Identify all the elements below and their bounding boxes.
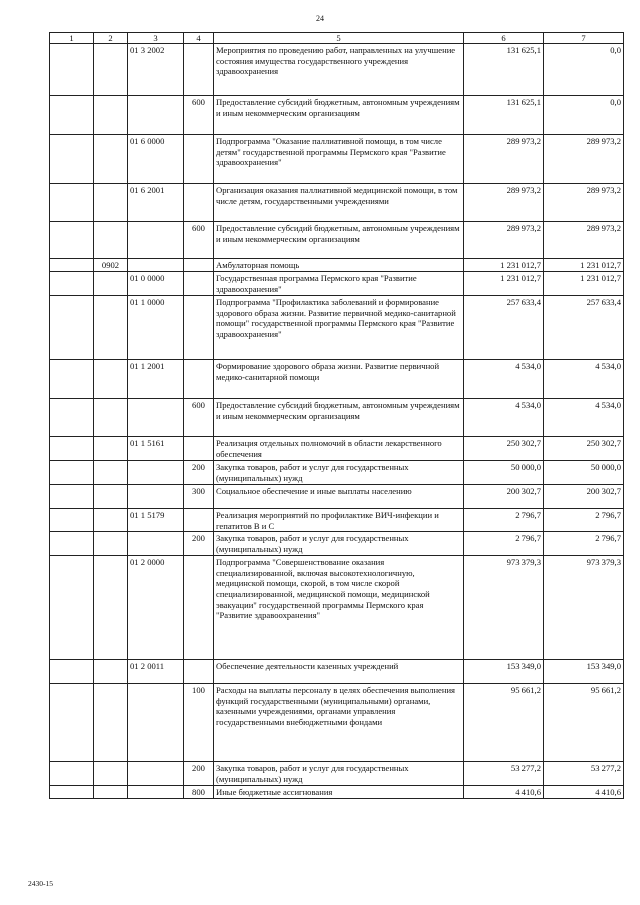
table-row	[50, 135, 624, 184]
table-cell-c1	[50, 96, 94, 135]
table-cell-c3: 01 6 2001	[128, 184, 184, 222]
table-cell-c1	[50, 272, 94, 296]
col-header: 7	[544, 33, 624, 44]
table-cell-c7: 4 534,0	[544, 360, 624, 399]
table-cell-c6: 973 379,3	[464, 556, 544, 660]
table-row	[50, 437, 624, 461]
table-cell-c6: 1 231 012,7	[464, 272, 544, 296]
table-row	[50, 556, 624, 660]
table-cell-c1	[50, 222, 94, 259]
table-cell-c6: 4 534,0	[464, 360, 544, 399]
table-cell-c6: 289 973,2	[464, 222, 544, 259]
table-cell-c3	[128, 461, 184, 485]
table-cell-c7: 2 796,7	[544, 532, 624, 556]
table-cell-c1	[50, 135, 94, 184]
table-cell-c6: 2 796,7	[464, 509, 544, 532]
table-cell-c3	[128, 532, 184, 556]
table-row	[50, 762, 624, 786]
table-cell-c5: Реализация отдельных полномочий в области лекарственного обеспечения	[214, 437, 464, 461]
table-row	[50, 222, 624, 259]
table-row	[50, 96, 624, 135]
table-cell-c7: 4 410,6	[544, 786, 624, 799]
table-cell-c3	[128, 786, 184, 799]
table-cell-c5: Социальное обеспечение и иные выплаты населению	[214, 485, 464, 509]
table-cell-c3: 01 0 0000	[128, 272, 184, 296]
table-cell-c2	[94, 184, 128, 222]
table-cell-c7: 289 973,2	[544, 184, 624, 222]
table-cell-c4	[184, 360, 214, 399]
table-cell-c4: 100	[184, 684, 214, 762]
table-cell-c7: 289 973,2	[544, 135, 624, 184]
table-cell-c7: 4 534,0	[544, 399, 624, 437]
col-header: 2	[94, 33, 128, 44]
table-cell-c3: 01 1 2001	[128, 360, 184, 399]
table-cell-c6: 289 973,2	[464, 135, 544, 184]
table-cell-c2	[94, 509, 128, 532]
table-cell-c2	[94, 660, 128, 684]
table-header-row	[50, 33, 624, 44]
table-cell-c6: 1 231 012,7	[464, 259, 544, 272]
table-cell-c4	[184, 509, 214, 532]
table-cell-c5: Подпрограмма "Оказание паллиативной помощи, в том числе детям" государственной программы Пермского края "Развитие здравоохранения"	[214, 135, 464, 184]
table-cell-c2	[94, 437, 128, 461]
table-cell-c4	[184, 135, 214, 184]
table-cell-c1	[50, 684, 94, 762]
table-cell-c4	[184, 556, 214, 660]
table-row	[50, 296, 624, 360]
table-cell-c7: 50 000,0	[544, 461, 624, 485]
col-header: 3	[128, 33, 184, 44]
table-cell-c2	[94, 222, 128, 259]
table-cell-c7: 0,0	[544, 96, 624, 135]
table-cell-c6: 4 410,6	[464, 786, 544, 799]
table-cell-c5: Закупка товаров, работ и услуг для государственных (муниципальных) нужд	[214, 762, 464, 786]
table-cell-c2	[94, 786, 128, 799]
table-cell-c3	[128, 399, 184, 437]
table-cell-c1	[50, 532, 94, 556]
table-cell-c3	[128, 485, 184, 509]
table-cell-c4	[184, 184, 214, 222]
table-cell-c3: 01 1 5161	[128, 437, 184, 461]
table-cell-c5: Реализация мероприятий по профилактике ВИЧ-инфекции и гепатитов В и С	[214, 509, 464, 532]
table-cell-c5: Закупка товаров, работ и услуг для государственных (муниципальных) нужд	[214, 532, 464, 556]
table-cell-c2	[94, 360, 128, 399]
table-row	[50, 786, 624, 799]
table-cell-c6: 131 625,1	[464, 44, 544, 96]
table-cell-c1	[50, 184, 94, 222]
table-cell-c7: 1 231 012,7	[544, 259, 624, 272]
table-cell-c1	[50, 762, 94, 786]
table-row	[50, 259, 624, 272]
table-cell-c7: 289 973,2	[544, 222, 624, 259]
table-cell-c1	[50, 509, 94, 532]
table-cell-c6: 50 000,0	[464, 461, 544, 485]
table-cell-c3: 01 2 0000	[128, 556, 184, 660]
table-row	[50, 461, 624, 485]
table-cell-c4: 600	[184, 222, 214, 259]
col-header: 6	[464, 33, 544, 44]
table-cell-c5: Предоставление субсидий бюджетным, автономным учреждениям и иным некоммерческим организациям	[214, 222, 464, 259]
table-row	[50, 184, 624, 222]
table-cell-c1	[50, 296, 94, 360]
table-cell-c1	[50, 259, 94, 272]
table-cell-c5: Иные бюджетные ассигнования	[214, 786, 464, 799]
table-cell-c2	[94, 44, 128, 96]
budget-table	[49, 32, 624, 799]
table-row	[50, 272, 624, 296]
table-cell-c5: Предоставление субсидий бюджетным, автономным учреждениям и иным некоммерческим организациям	[214, 399, 464, 437]
table-cell-c7: 2 796,7	[544, 509, 624, 532]
col-header: 1	[50, 33, 94, 44]
table-cell-c4	[184, 437, 214, 461]
col-header: 5	[214, 33, 464, 44]
table-cell-c2	[94, 272, 128, 296]
table-cell-c7: 973 379,3	[544, 556, 624, 660]
table-cell-c3	[128, 96, 184, 135]
table-cell-c5: Формирование здорового образа жизни. Развитие первичной медико-санитарной помощи	[214, 360, 464, 399]
table-cell-c3	[128, 684, 184, 762]
table-cell-c6: 289 973,2	[464, 184, 544, 222]
table-cell-c2	[94, 485, 128, 509]
table-cell-c4: 200	[184, 762, 214, 786]
table-cell-c2	[94, 135, 128, 184]
document-code: 2430-15	[28, 879, 53, 888]
table-cell-c5: Организация оказания паллиативной медицинской помощи, в том числе детям, государственными учреждениями	[214, 184, 464, 222]
table-row	[50, 532, 624, 556]
table-cell-c5: Мероприятия по проведению работ, направленных на улучшение состояния имущества государственного учреждения здравоохранения	[214, 44, 464, 96]
table-cell-c7: 0,0	[544, 44, 624, 96]
table-cell-c5: Предоставление субсидий бюджетным, автономным учреждениям и иным некоммерческим организациям	[214, 96, 464, 135]
table-cell-c3: 01 1 0000	[128, 296, 184, 360]
table-cell-c1	[50, 360, 94, 399]
table-row	[50, 660, 624, 684]
table-cell-c6: 4 534,0	[464, 399, 544, 437]
table-cell-c6: 200 302,7	[464, 485, 544, 509]
table-cell-c6: 53 277,2	[464, 762, 544, 786]
table-cell-c4	[184, 259, 214, 272]
table-cell-c2	[94, 556, 128, 660]
table-cell-c3	[128, 259, 184, 272]
table-cell-c3	[128, 762, 184, 786]
table-cell-c1	[50, 44, 94, 96]
table-cell-c1	[50, 556, 94, 660]
table-cell-c7: 1 231 012,7	[544, 272, 624, 296]
table-row	[50, 509, 624, 532]
table-cell-c2	[94, 96, 128, 135]
table-cell-c4	[184, 44, 214, 96]
table-cell-c6: 250 302,7	[464, 437, 544, 461]
table-cell-c7: 200 302,7	[544, 485, 624, 509]
table-cell-c4: 800	[184, 786, 214, 799]
table-cell-c7: 53 277,2	[544, 762, 624, 786]
table-cell-c4	[184, 660, 214, 684]
table-cell-c7: 257 633,4	[544, 296, 624, 360]
table-cell-c2	[94, 461, 128, 485]
table-cell-c4: 600	[184, 399, 214, 437]
table-cell-c3	[128, 222, 184, 259]
table-cell-c5: Подпрограмма "Совершенствование оказания специализированной, включая высокотехнологичную, медицинской помощи, скорой, в том числе скорой специализированной, медицинской помощи, медицинской эвакуации" государственной программы Пермского края "Развитие здравоохранения"	[214, 556, 464, 660]
table-row	[50, 44, 624, 96]
table-cell-c4	[184, 272, 214, 296]
table-cell-c5: Государственная программа Пермского края "Развитие здравоохранения"	[214, 272, 464, 296]
table-cell-c3: 01 2 0011	[128, 660, 184, 684]
table-cell-c2	[94, 296, 128, 360]
table-cell-c2	[94, 532, 128, 556]
table-cell-c1	[50, 461, 94, 485]
table-cell-c6: 153 349,0	[464, 660, 544, 684]
table-cell-c4: 200	[184, 461, 214, 485]
table-cell-c3: 01 3 2002	[128, 44, 184, 96]
table-cell-c4: 200	[184, 532, 214, 556]
table-cell-c5: Расходы на выплаты персоналу в целях обеспечения выполнения функций государственными (муниципальными) органами, казенными учреждениями, органами управления государственными внебюджетными фондами	[214, 684, 464, 762]
table-cell-c1	[50, 660, 94, 684]
table-cell-c1	[50, 399, 94, 437]
table-cell-c4: 300	[184, 485, 214, 509]
table-row	[50, 399, 624, 437]
table-cell-c1	[50, 786, 94, 799]
table-cell-c2	[94, 762, 128, 786]
col-header: 4	[184, 33, 214, 44]
table-cell-c6: 131 625,1	[464, 96, 544, 135]
table-cell-c6: 2 796,7	[464, 532, 544, 556]
page-number: 24	[316, 14, 324, 23]
table-cell-c2: 0902	[94, 259, 128, 272]
table-row	[50, 684, 624, 762]
table-cell-c2	[94, 684, 128, 762]
table-cell-c4	[184, 296, 214, 360]
table-cell-c2	[94, 399, 128, 437]
table-cell-c6: 95 661,2	[464, 684, 544, 762]
table-cell-c4: 600	[184, 96, 214, 135]
table-row	[50, 360, 624, 399]
table-cell-c5: Закупка товаров, работ и услуг для государственных (муниципальных) нужд	[214, 461, 464, 485]
table-cell-c1	[50, 437, 94, 461]
table-row	[50, 485, 624, 509]
table-cell-c7: 95 661,2	[544, 684, 624, 762]
table-cell-c3: 01 1 5179	[128, 509, 184, 532]
table-cell-c5: Обеспечение деятельности казенных учреждений	[214, 660, 464, 684]
table-cell-c3: 01 6 0000	[128, 135, 184, 184]
table-cell-c7: 250 302,7	[544, 437, 624, 461]
table-cell-c6: 257 633,4	[464, 296, 544, 360]
table-cell-c1	[50, 485, 94, 509]
table-cell-c5: Подпрограмма "Профилактика заболеваний и формирование здорового образа жизни. Развитие первичной медико-санитарной помощи" государственной программы Пермского края "Развитие здравоохранения"	[214, 296, 464, 360]
table-cell-c5: Амбулаторная помощь	[214, 259, 464, 272]
table-cell-c7: 153 349,0	[544, 660, 624, 684]
